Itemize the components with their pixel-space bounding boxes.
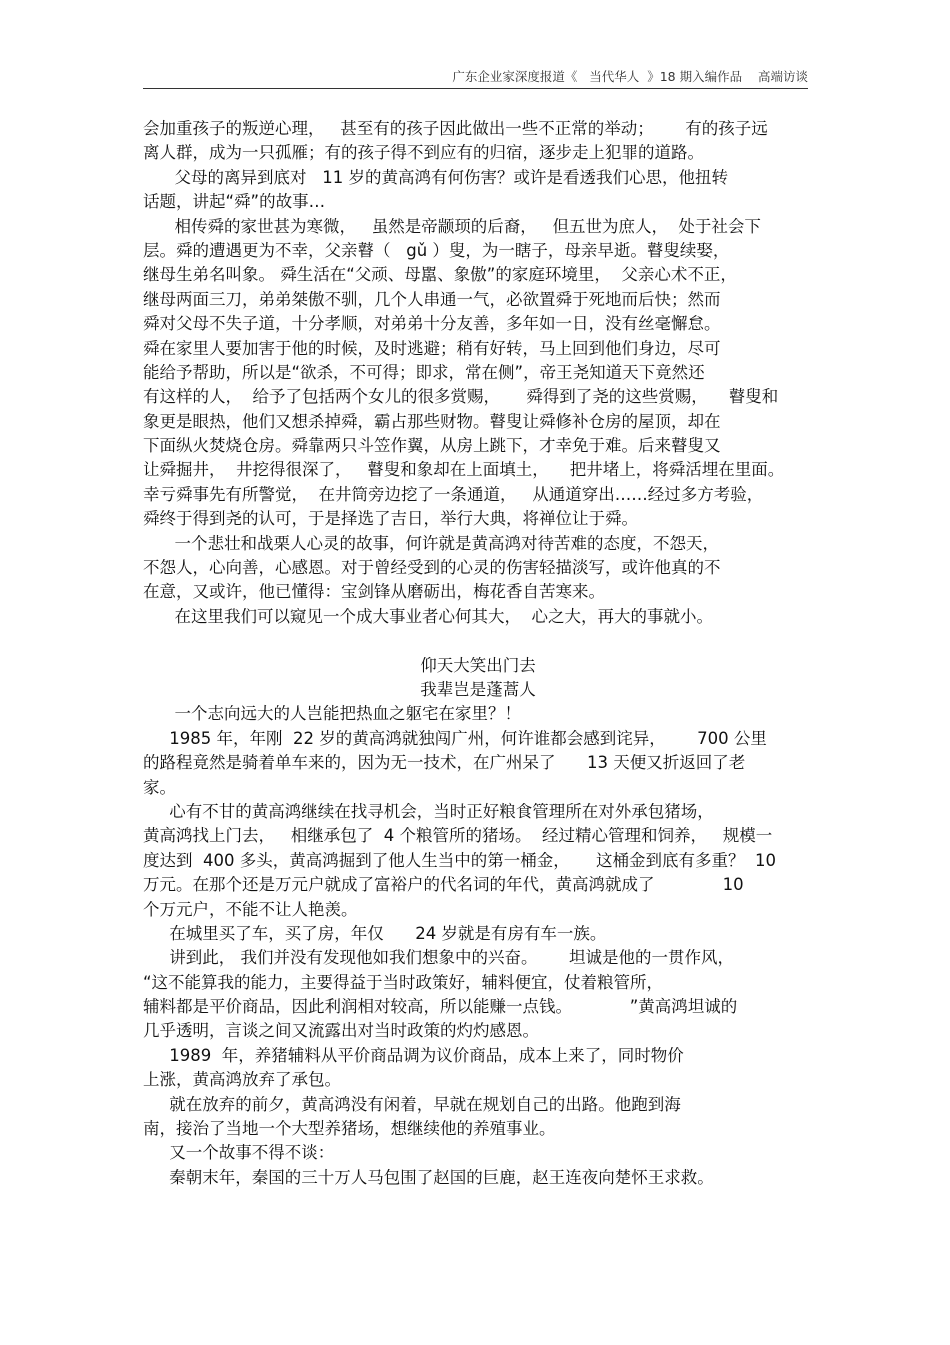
page-header bbox=[143, 64, 808, 89]
text-line: 相传舜的家世甚为寒微， 虽然是帝颛顼的后裔， 但五世为庶人， 处于社会下 bbox=[143, 216, 761, 236]
text-line: 心有不甘的黄高鸿继续在找寻机会，当时正好粮食管理所在对外承包猪场， bbox=[143, 801, 714, 821]
header-text: 广东企业家深度报道《 当代华人 》18 期入编作品 高端访谈 bbox=[452, 69, 808, 84]
text-line: 不怨人，心向善，心感恩。对于曾经受到的心灵的伤害轻描淡写，或许他真的不 bbox=[143, 558, 721, 578]
text-line: 一个悲壮和战栗人心灵的故事，何许就是黄高鸿对待苦难的态度，不怨天， bbox=[143, 533, 719, 553]
text-line: 家。 bbox=[143, 777, 176, 797]
text-line: 继母两面三刀，弟弟桀傲不驯，几个人串通一气，必欲置舜于死地而后快；然而 bbox=[143, 289, 721, 309]
text-line: 下面纵火焚烧仓房。舜靠两只斗笠作翼，从房上跳下，才幸免于难。后来瞽叟又 bbox=[143, 436, 721, 456]
section-heading: 仰天大笑出门去 bbox=[420, 655, 536, 675]
section-heading: 我辈岂是蓬蒿人 bbox=[420, 679, 536, 699]
text-line: 万元。在那个还是万元户就成了富裕户的代名词的年代，黄高鸿就成了 10 bbox=[143, 875, 744, 895]
text-line: 有这样的人， 给予了包括两个女儿的很多赏赐， 舜得到了尧的这些赏赐， 瞽叟和 bbox=[143, 387, 779, 407]
text-line: 层。舜的遭遇更为不幸，父亲瞽（ gǔ ）叟，为一瞎子，母亲早逝。瞽叟续娶， bbox=[143, 240, 730, 260]
text-line: 能给予帮助，所以是“欲杀，不可得；即求，常在侧”，帝王尧知道天下竟然还 bbox=[143, 362, 705, 382]
blank-line bbox=[143, 629, 813, 653]
article-body bbox=[143, 117, 813, 1190]
text-line: 就在放弃的前夕，黄高鸿没有闲着，早就在规划自己的出路。他跑到海 bbox=[143, 1094, 681, 1114]
text-line: 几乎透明，言谈之间又流露出对当时政策的灼灼感恩。 bbox=[143, 1021, 539, 1041]
text-line: 辅料都是平价商品，因此利润相对较高，所以能赚一点钱。 ”黄高鸿坦诚的 bbox=[143, 997, 738, 1017]
text-line: 的路程竟然是骑着单车来的，因为无一技术，在广州呆了 13 天便又折返回了老 bbox=[143, 753, 746, 773]
text-line: 离人群，成为一只孤雁；有的孩子得不到应有的归宿，逐步走上犯罪的道路。 bbox=[143, 143, 704, 163]
text-line: 舜在家里人要加害于他的时候，及时逃避；稍有好转，马上回到他们身边，尽可 bbox=[143, 338, 721, 358]
text-line: “这不能算我的能力，主要得益于当时政策好，辅料便宜，仗着粮管所， bbox=[143, 972, 664, 992]
text-line: 秦朝末年，秦国的三十万人马包围了赵国的巨鹿，赵王连夜向楚怀王求救。 bbox=[143, 1167, 714, 1187]
text-line: 舜终于得到尧的认可，于是择选了吉日，举行大典，将禅位让于舜。 bbox=[143, 509, 638, 529]
text-line: 父母的离异到底对 11 岁的黄高鸿有何伤害？或许是看透我们心思，他扭转 bbox=[143, 167, 728, 187]
text-line: 南，接治了当地一个大型养猪场，想继续他的养殖事业。 bbox=[143, 1119, 556, 1139]
text-line: 象更是眼热，他们又想杀掉舜，霸占那些财物。瞽叟让舜修补仓房的屋顶，却在 bbox=[143, 411, 721, 431]
text-line: 上涨，黄高鸿放弃了承包。 bbox=[143, 1070, 341, 1090]
text-line: 会加重孩子的叛逆心理， 甚至有的孩子因此做出一些不正常的举动； 有的孩子远 bbox=[143, 119, 768, 138]
text-line: 继母生弟名叫象。 舜生活在“父顽、母嚚、象傲”的家庭环境里， 父亲心术不正， bbox=[143, 265, 737, 285]
text-line: 一个志向远大的人岂能把热血之躯宅在家里？！ bbox=[143, 704, 521, 724]
text-line: 度达到 400 多头，黄高鸿掘到了他人生当中的第一桶金， 这桶金到底有多重？ 10 bbox=[143, 850, 776, 870]
text-line: 又一个故事不得不谈： bbox=[143, 1143, 335, 1163]
text-line: 话题，讲起“舜”的故事… bbox=[143, 192, 326, 212]
text-line: 让舜掘井， 井挖得很深了， 瞽叟和象却在上面填土， 把井堵上，将舜活埋在里面。 bbox=[143, 460, 785, 480]
text-line: 在这里我们可以窥见一个成大事业者心何其大， 心之大，再大的事就小。 bbox=[143, 606, 713, 626]
text-line: 个万元户，不能不让人艳羡。 bbox=[143, 899, 358, 919]
text-line: 舜对父母不失子道，十分孝顺，对弟弟十分友善，多年如一日，没有丝毫懈怠。 bbox=[143, 314, 721, 334]
text-line: 在意，又或许，他已懂得：宝剑锋从磨砺出，梅花香自苦寒来。 bbox=[143, 582, 605, 602]
text-line: 幸亏舜事先有所警觉， 在井筒旁边挖了一条通道， 从通道穿出……经过多方考验， bbox=[143, 484, 764, 504]
text-line: 1985 年，年刚 22 岁的黄高鸿就独闯广州，何许谁都会感到诧异， 700 公里 bbox=[143, 728, 767, 748]
text-line: 黄高鸿找上门去， 相继承包了 4 个粮管所的猪场。 经过精心管理和饲养， 规模一 bbox=[143, 826, 773, 846]
text-line: 在城里买了车，买了房，年仅 24 岁就是有房有车一族。 bbox=[143, 923, 607, 943]
text-line: 讲到此， 我们并没有发现他如我们想象中的兴奋。 坦诚是他的一贯作风， bbox=[143, 948, 734, 968]
text-line: 1989 年，养猪辅料从平价商品调为议价商品，成本上来了，同时物价 bbox=[143, 1045, 684, 1065]
